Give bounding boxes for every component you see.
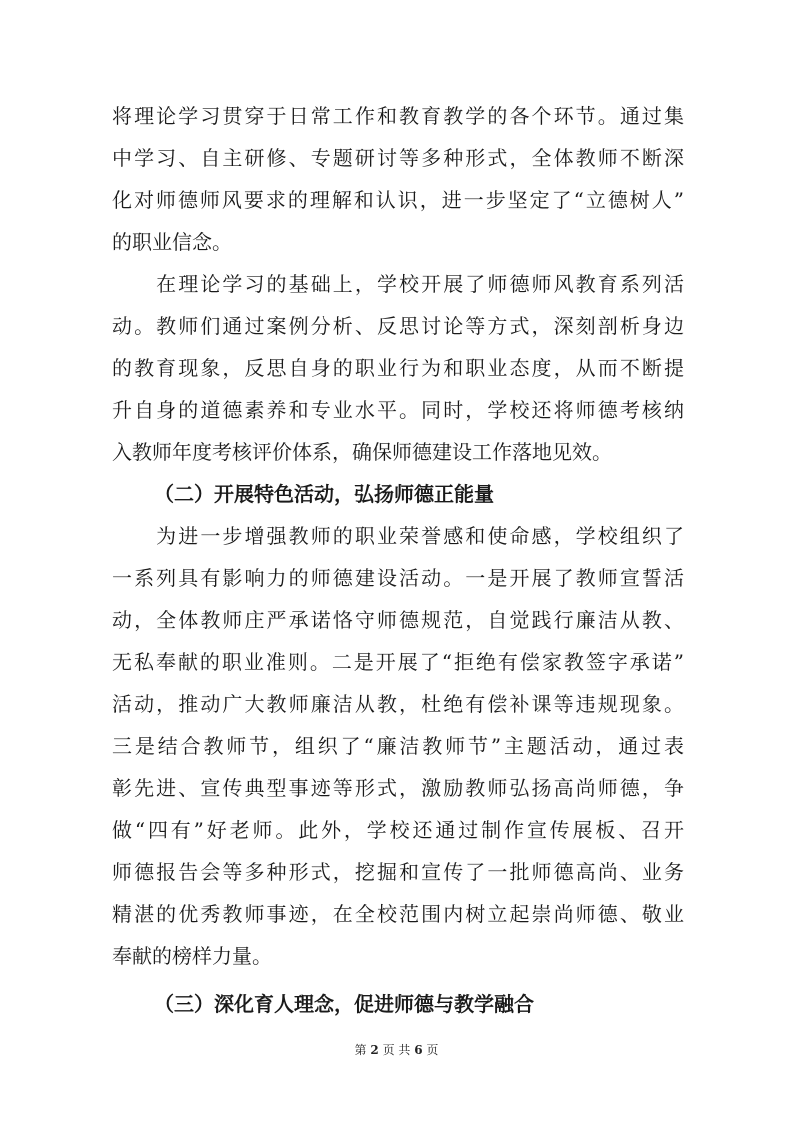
text-line: 动，全体教师庄严承诺恪守师德规范，自觉践行廉洁从教、 bbox=[112, 608, 684, 632]
footer-suffix: 页 bbox=[426, 1043, 439, 1057]
text-line: 的教育现象，反思自身的职业行为和职业态度，从而不断提 bbox=[112, 356, 684, 380]
document-body bbox=[112, 95, 684, 1025]
page-footer bbox=[0, 1041, 793, 1058]
text-line: 活动，推动广大教师廉洁从教，杜绝有偿补课等违规现象。 bbox=[112, 692, 684, 716]
text-line: 升自身的道德素养和专业水平。同时，学校还将师德考核纳 bbox=[112, 398, 684, 422]
text-line: 做“四有”好老师。此外，学校还通过制作宣传展板、召开 bbox=[112, 818, 684, 842]
current-page-number: 2 bbox=[370, 1043, 379, 1057]
text-line: 奉献的榜样力量。 bbox=[112, 944, 272, 968]
section-heading: （三）深化育人理念，促进师德与教学融合 bbox=[154, 992, 534, 1016]
text-line: 化对师德师风要求的理解和认识，进一步坚定了“立德树人” bbox=[112, 188, 684, 212]
text-line: 无私奉献的职业准则。二是开展了“拒绝有偿家教签字承诺” bbox=[112, 650, 684, 674]
text-line: 一系列具有影响力的师德建设活动。一是开展了教师宣誓活 bbox=[112, 566, 684, 590]
text-line: 师德报告会等多种形式，挖掘和宣传了一批师德高尚、业务 bbox=[112, 860, 684, 884]
text-line: 中学习、自主研修、专题研讨等多种形式，全体教师不断深 bbox=[112, 146, 684, 170]
text-line: 在理论学习的基础上，学校开展了师德师风教育系列活 bbox=[112, 272, 684, 296]
text-line: 三是结合教师节，组织了“廉洁教师节”主题活动，通过表 bbox=[112, 734, 684, 758]
text-line: 动。教师们通过案例分析、反思讨论等方式，深刻剖析身边 bbox=[112, 314, 684, 338]
footer-prefix: 第 bbox=[354, 1043, 367, 1057]
text-line: 精湛的优秀教师事迹，在全校范围内树立起崇尚师德、敬业 bbox=[112, 902, 684, 926]
text-line: 入教师年度考核评价体系，确保师德建设工作落地见效。 bbox=[112, 440, 612, 464]
text-line: 的职业信念。 bbox=[112, 230, 232, 254]
footer-middle: 页 共 bbox=[382, 1043, 411, 1057]
text-line: 彰先进、宣传典型事迹等形式，激励教师弘扬高尚师德，争 bbox=[112, 776, 684, 800]
text-line: 将理论学习贯穿于日常工作和教育教学的各个环节。通过集 bbox=[112, 104, 684, 128]
paragraph bbox=[112, 263, 684, 473]
paragraph bbox=[112, 515, 684, 977]
total-page-number: 6 bbox=[414, 1043, 423, 1057]
section-heading: （二）开展特色活动，弘扬师德正能量 bbox=[154, 482, 494, 506]
text-line: 为进一步增强教师的职业荣誉感和使命感，学校组织了 bbox=[112, 524, 684, 548]
paragraph bbox=[112, 95, 684, 263]
